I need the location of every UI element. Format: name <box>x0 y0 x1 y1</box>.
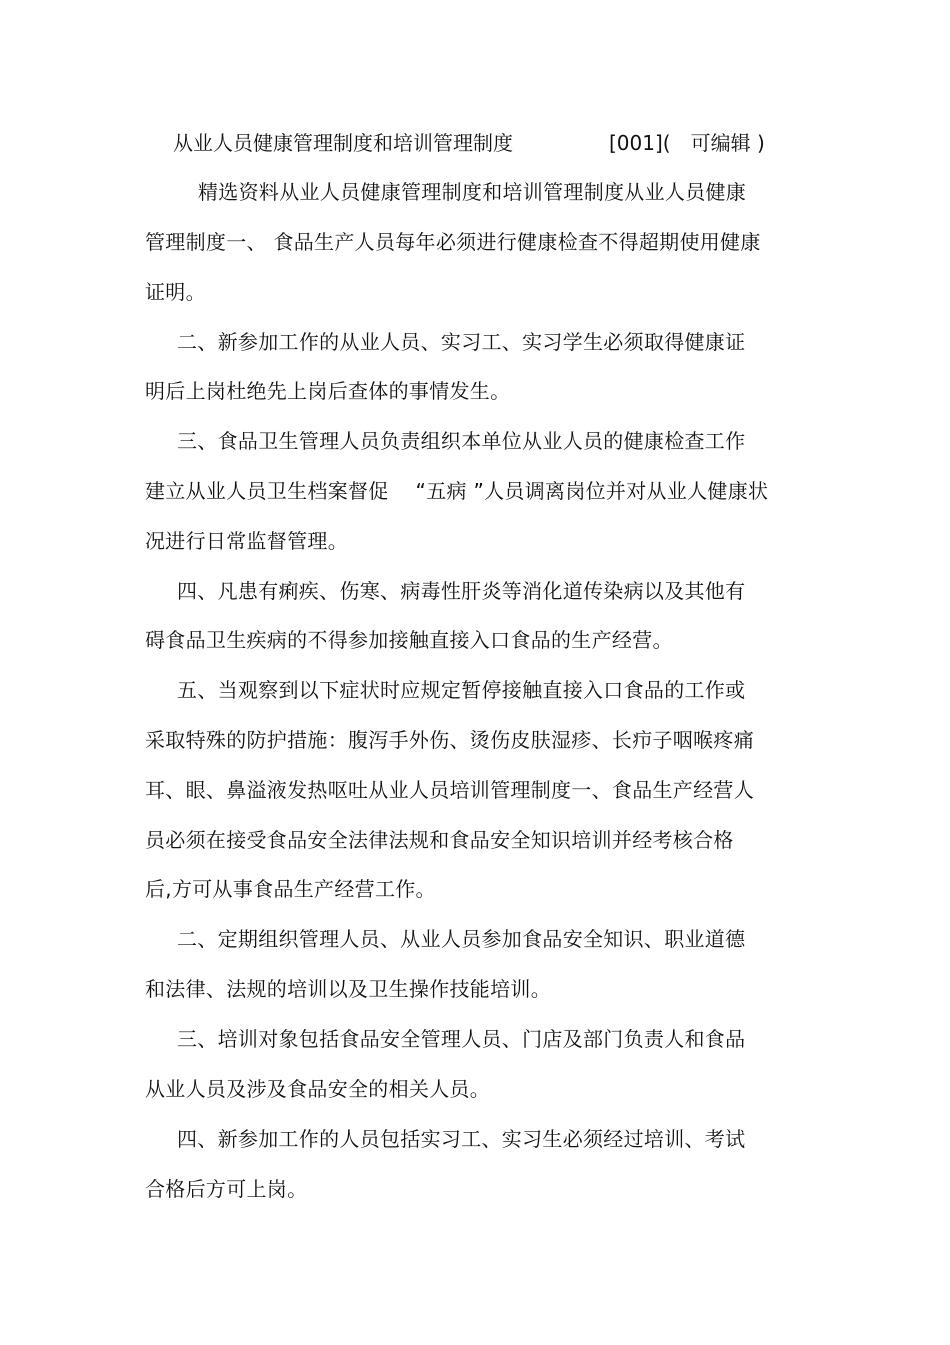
text-line: 碍食品卫生疾病的不得参加接触直接入口食品的生产经营。 <box>145 628 673 652</box>
text-line: 三、食品卫生管理人员负责组织本单位从业人员的健康检查工作 <box>177 429 746 453</box>
text-line: 管理制度一、 食品生产人员每年必须进行健康检查不得超期使用健康 <box>145 230 761 254</box>
title-text: 从业人员健康管理制度和培训管理制度 <box>173 131 513 155</box>
text-line: 况进行日常监督管理。 <box>145 529 348 553</box>
text-line: 四、新参加工作的人员包括实习工、实习生必须经过培训、考试 <box>177 1127 746 1151</box>
text-line: 建立从业人员卫生档案督促 “五病 ”人员调离岗位并对从业人健康状 <box>145 479 769 503</box>
text-line: 证明。 <box>145 280 206 304</box>
text-line: 明后上岗杜绝先上岗后查体的事情发生。 <box>145 379 511 403</box>
text-line: 合格后方可上岗。 <box>145 1177 308 1201</box>
text-line: 二、定期组织管理人员、从业人员参加食品安全知识、职业道德 <box>177 927 746 951</box>
text-line: 后,方可从事食品生产经营工作。 <box>145 877 436 901</box>
text-line: 员必须在接受食品安全法律法规和食品安全知识培训并经考核合格 <box>145 828 734 852</box>
text-line: 四、凡患有痢疾、伤寒、病毒性肝炎等消化道传染病以及其他有 <box>177 579 746 603</box>
text-line: 和法律、法规的培训以及卫生操作技能培训。 <box>145 977 551 1001</box>
text-line: 精选资料从业人员健康管理制度和培训管理制度从业人员健康 <box>198 180 747 204</box>
text-line: 采取特殊的防护措施：腹泻手外伤、烫伤皮肤湿疹、长疖子咽喉疼痛 <box>145 728 754 752</box>
title-suffix: [001]( 可编辑 ) <box>609 131 765 155</box>
text-line: 耳、眼、鼻溢液发热呕吐从业人员培训管理制度一、食品生产经营人 <box>145 778 754 802</box>
text-line: 三、培训对象包括食品安全管理人员、门店及部门负责人和食品 <box>177 1027 746 1051</box>
document-title <box>173 127 793 159</box>
text-line: 五、当观察到以下症状时应规定暂停接触直接入口食品的工作或 <box>177 678 746 702</box>
text-line: 二、新参加工作的从业人员、实习工、实习学生必须取得健康证 <box>177 330 746 354</box>
text-line: 从业人员及涉及食品安全的相关人员。 <box>145 1077 491 1101</box>
